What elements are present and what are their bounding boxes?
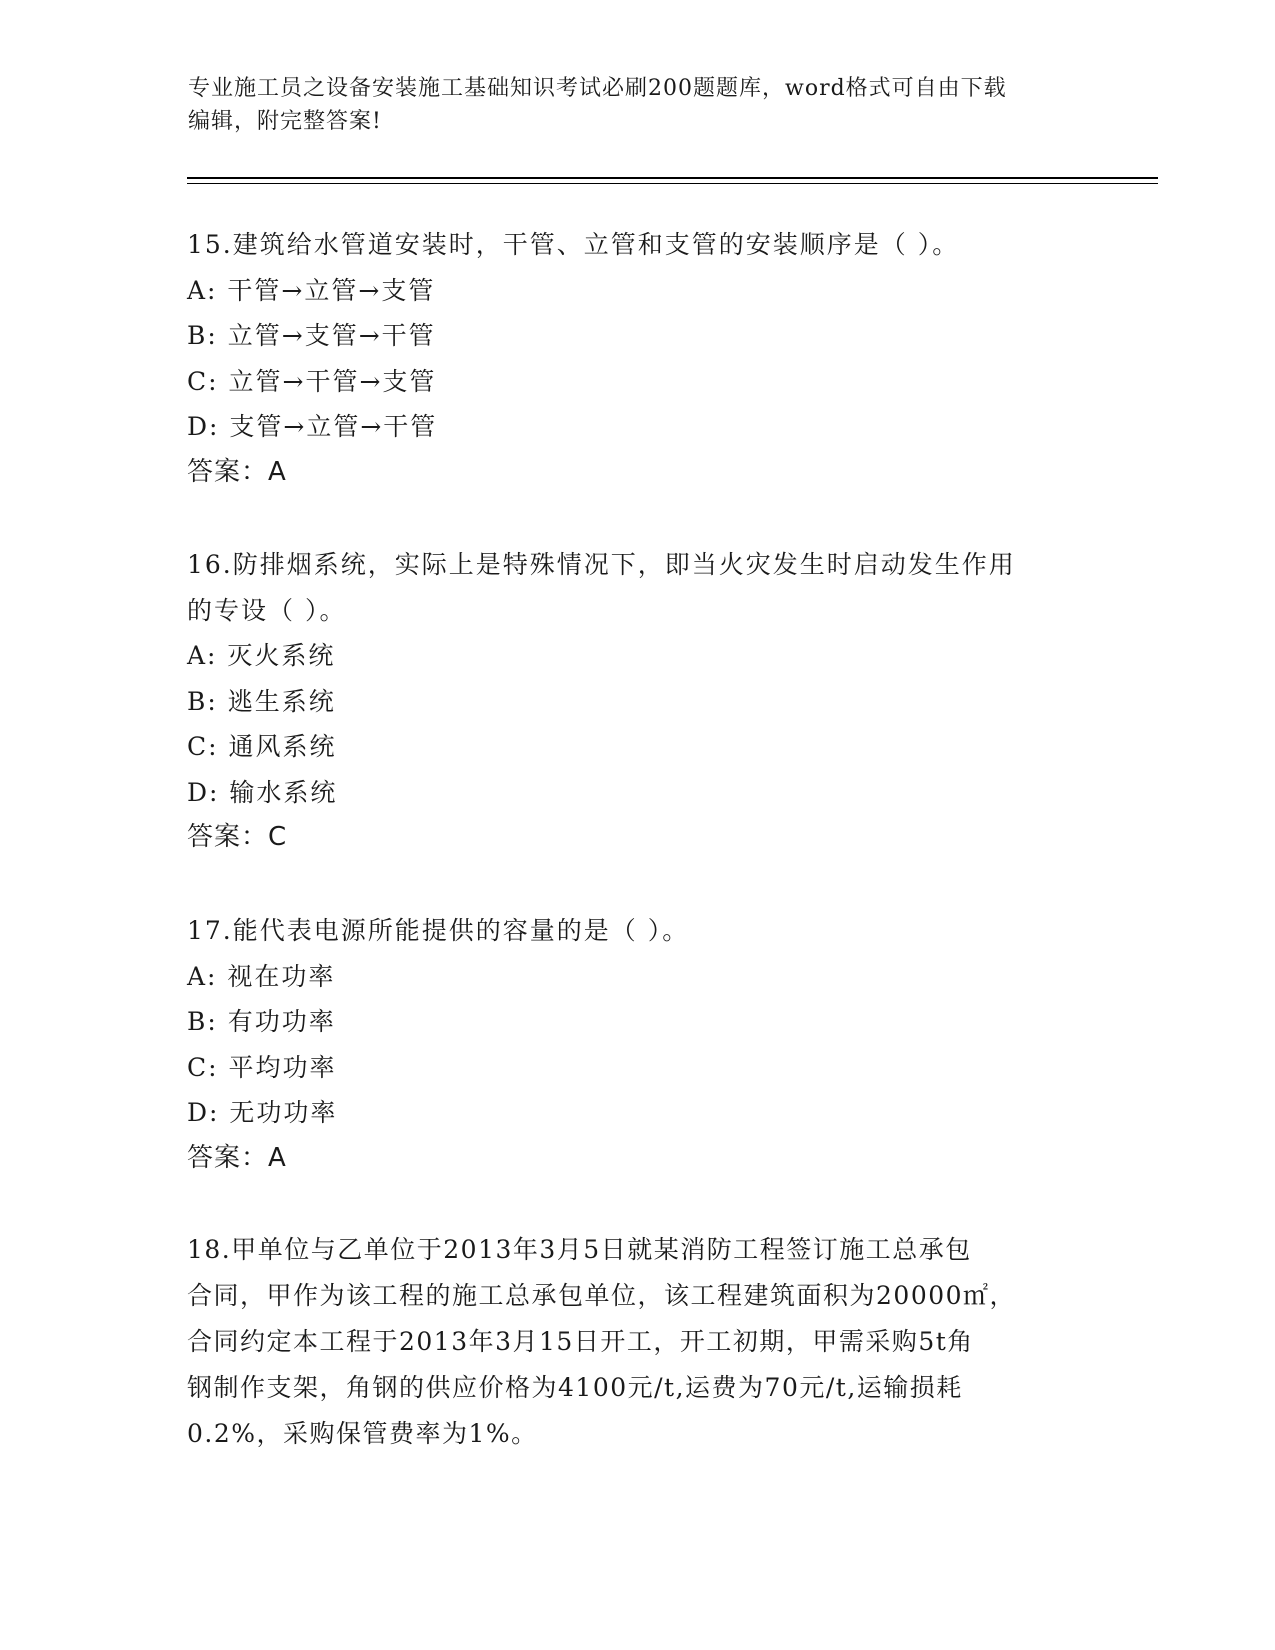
option-b: B: 逃生系统 [187,686,336,716]
question-stem-cont: 钢制作支架，角钢的供应价格为4100元/t,运费为70元/t,运输损耗 [187,1373,963,1402]
option-c: C: 通风系统 [187,732,337,761]
option-a: A: 灭火系统 [187,641,336,670]
document-header [188,72,1088,138]
option-c: C: 平均功率 [187,1052,337,1082]
header-line-1: 专业施工员之设备安装施工基础知识考试必刷200题题库，word格式可自由下载 [188,76,1007,101]
answer: 答案：A [187,1142,287,1173]
question-17 [187,908,1087,1181]
question-16 [187,542,1087,861]
option-a: A: 干管→立管→支管 [187,275,436,305]
question-stem-cont: 的专设（ ）。 [187,595,347,625]
question-stem: 15.建筑给水管道安装时，干管、立管和支管的安装顺序是（ ）。 [187,230,960,259]
option-d: D: 输水系统 [187,777,338,807]
header-divider-thick [187,177,1158,179]
answer: 答案：C [187,822,288,852]
question-stem-cont: 合同，甲作为该工程的施工总承包单位，该工程建筑面积为20000㎡， [187,1281,1017,1310]
answer: 答案：A [187,456,287,487]
option-c: C: 立管→干管→支管 [187,366,437,396]
header-line-2: 编辑，附完整答案! [188,109,382,134]
option-a: A: 视在功率 [187,961,336,991]
option-d: D: 无功功率 [187,1098,338,1127]
question-stem-cont: 0.2%，采购保管费率为1%。 [187,1419,538,1448]
question-stem: 17.能代表电源所能提供的容量的是（ ）。 [187,916,690,945]
header-divider-thin [187,183,1158,184]
option-b: B: 立管→支管→干管 [187,321,436,350]
question-stem: 18.甲单位与乙单位于2013年3月5日就某消防工程签订施工总承包 [187,1235,972,1264]
option-d: D: 支管→立管→干管 [187,412,438,441]
question-18 [187,1227,1087,1457]
question-stem-cont: 合同约定本工程于2013年3月15日开工，开工初期，甲需采购5t角 [187,1327,974,1356]
question-stem: 16.防排烟系统，实际上是特殊情况下，即当火灾发生时启动发生作用 [187,550,1016,579]
question-15 [187,222,1087,495]
option-b: B: 有功功率 [187,1007,336,1036]
